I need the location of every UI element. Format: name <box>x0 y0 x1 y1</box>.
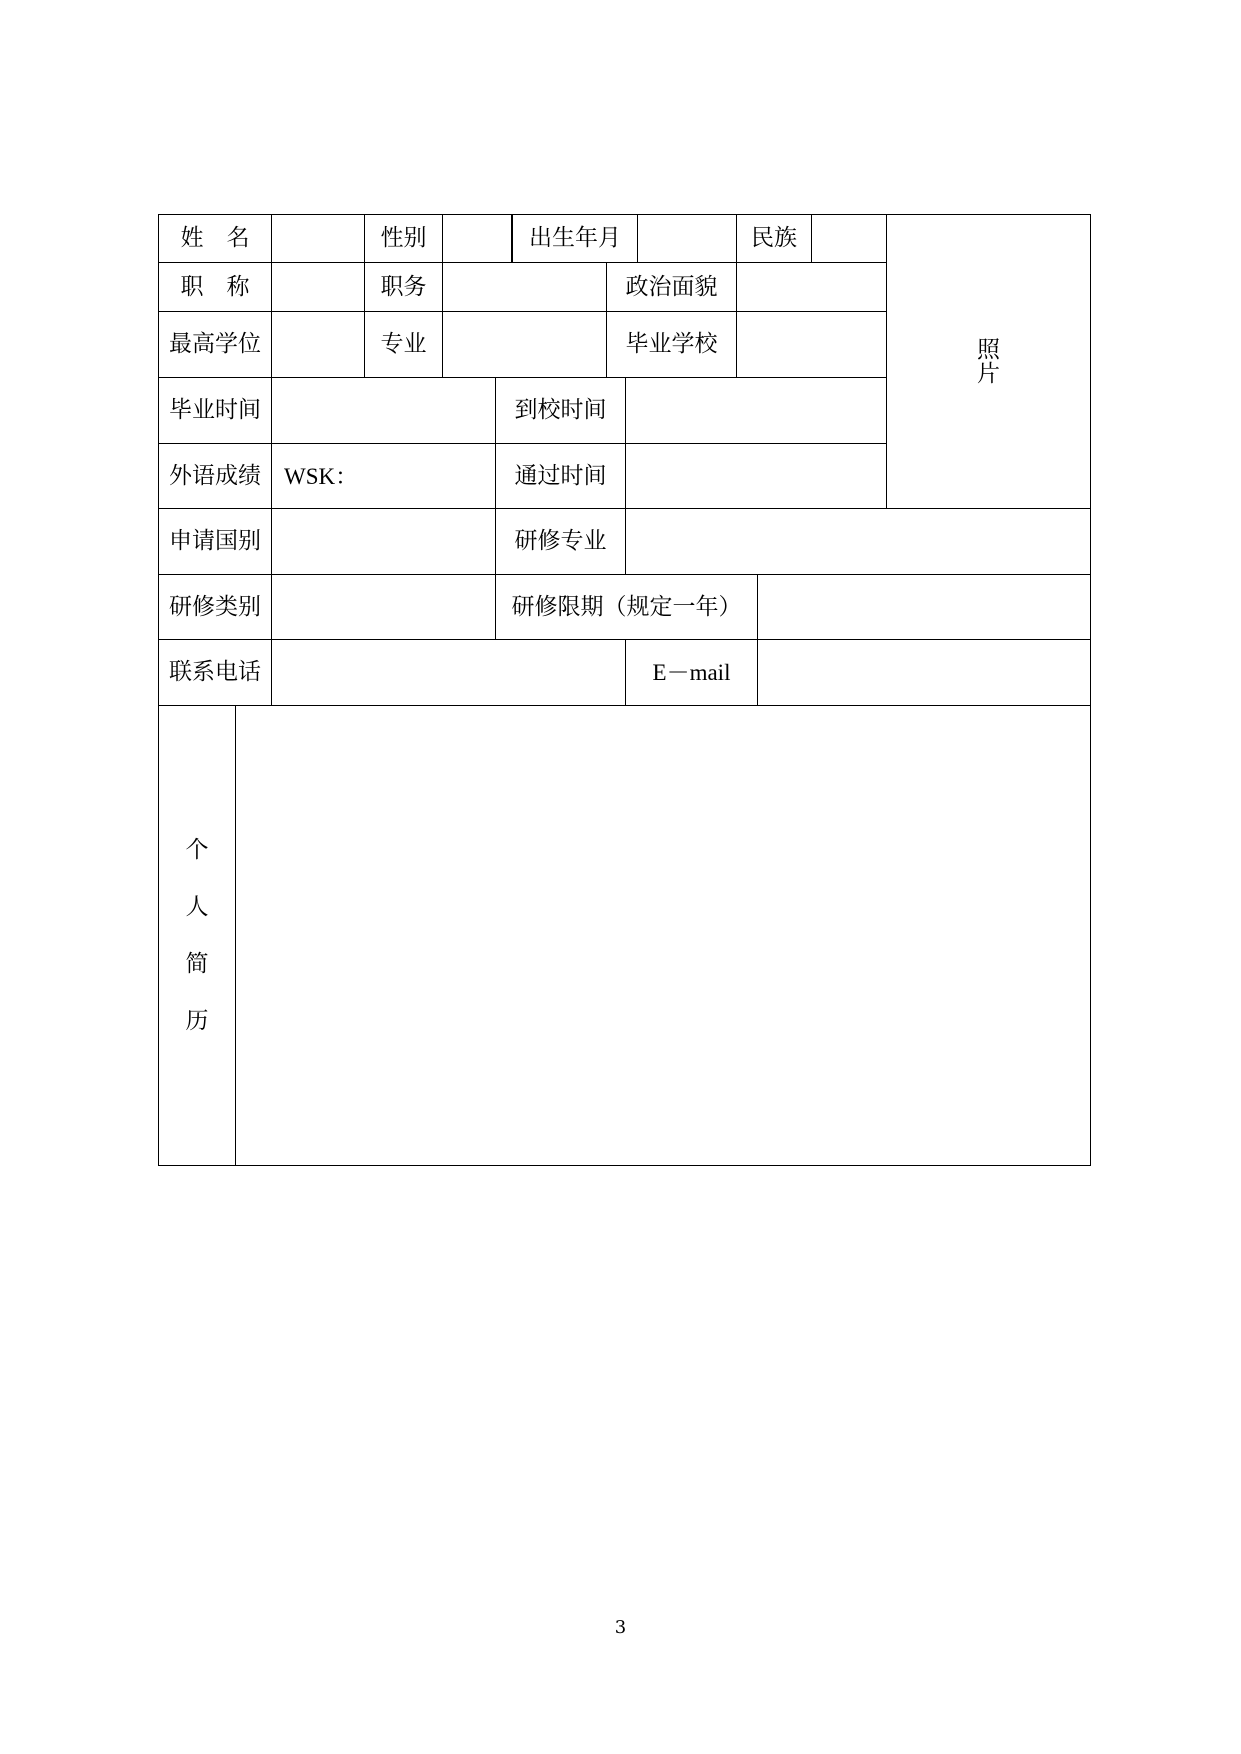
degree-label: 最高学位 <box>159 312 272 378</box>
study-major-label: 研修专业 <box>496 509 626 575</box>
study-type-label: 研修类别 <box>159 575 272 640</box>
email-field[interactable] <box>758 640 1091 706</box>
wsk-prefix: WSK： <box>284 463 359 489</box>
gender-label: 性别 <box>365 215 443 263</box>
major-field[interactable] <box>443 312 607 378</box>
major-label: 专业 <box>365 312 443 378</box>
country-label: 申请国别 <box>159 509 272 575</box>
study-period-field[interactable] <box>758 575 1091 640</box>
application-form-table <box>158 214 1091 1166</box>
email-label: E－mail <box>626 640 758 706</box>
title-label: 职 称 <box>159 263 272 312</box>
pass-time-field[interactable] <box>626 444 887 509</box>
phone-field[interactable] <box>272 640 626 706</box>
page-number: 3 <box>614 1617 627 1638</box>
title-field[interactable] <box>272 263 365 312</box>
arrival-time-field[interactable] <box>626 378 887 444</box>
birth-date-label: 出生年月 <box>513 215 638 263</box>
position-label: 职务 <box>365 263 443 312</box>
language-score-field[interactable] <box>272 444 496 509</box>
pass-time-label: 通过时间 <box>496 444 626 509</box>
study-major-field[interactable] <box>626 509 1091 575</box>
birth-date-field[interactable] <box>638 215 737 263</box>
school-field[interactable] <box>737 312 887 378</box>
study-type-field[interactable] <box>272 575 496 640</box>
ethnicity-label: 民族 <box>737 215 812 263</box>
degree-field[interactable] <box>272 312 365 378</box>
school-label: 毕业学校 <box>607 312 737 378</box>
gender-field[interactable] <box>443 215 513 263</box>
political-status-field[interactable] <box>737 263 887 312</box>
ethnicity-field[interactable] <box>812 215 887 263</box>
photo-box[interactable] <box>887 215 1091 509</box>
name-field[interactable] <box>272 215 365 263</box>
phone-label: 联系电话 <box>159 640 272 706</box>
photo-label-1: 照 <box>977 336 1000 363</box>
graduation-time-label: 毕业时间 <box>159 378 272 444</box>
graduation-time-field[interactable] <box>272 378 496 444</box>
resume-field[interactable] <box>236 706 1091 1166</box>
political-status-label: 政治面貌 <box>607 263 737 312</box>
country-field[interactable] <box>272 509 496 575</box>
arrival-time-label: 到校时间 <box>496 378 626 444</box>
language-score-label: 外语成绩 <box>159 444 272 509</box>
name-label: 姓 名 <box>159 215 272 263</box>
photo-label-2: 片 <box>977 360 1000 387</box>
position-field[interactable] <box>443 263 607 312</box>
resume-label: 个 人 简 历 <box>159 706 236 1166</box>
study-period-label: 研修限期（规定一年） <box>496 575 758 640</box>
